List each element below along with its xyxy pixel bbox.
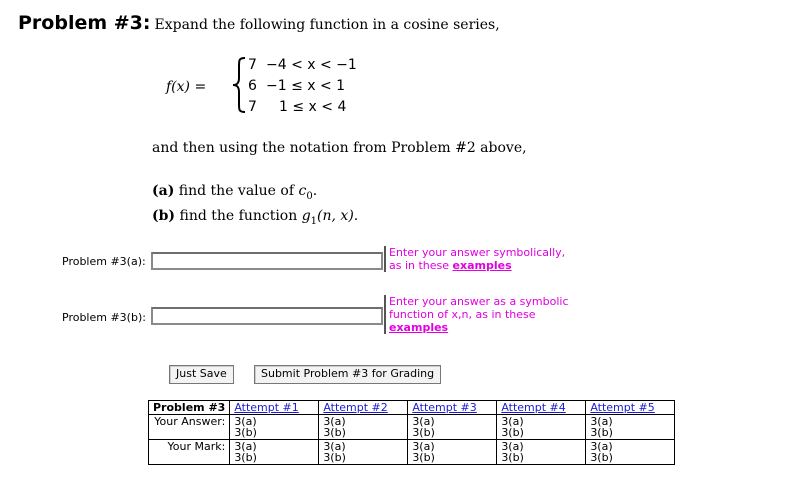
- just-save-button[interactable]: Just Save: [169, 365, 234, 384]
- attempts-header: Problem #3: [149, 401, 230, 415]
- your-answer-row: [149, 415, 675, 440]
- piecewise-row-1: 7 −4 < x < −1: [248, 57, 357, 73]
- answer-a-label: Problem #3(a):: [62, 255, 146, 268]
- attempt-4-link[interactable]: Attempt #4: [501, 401, 566, 414]
- mark-cell: 3(a) 3(b): [319, 440, 408, 465]
- function-name: f(x) =: [166, 79, 207, 95]
- answer-a-hint: Enter your answer symbolically, as in these examples: [384, 246, 565, 272]
- attempt-1-link[interactable]: Attempt #1: [234, 401, 299, 414]
- answer-b-hint: Enter your answer as a symbolic function of x,n, as in these examples: [384, 295, 569, 334]
- submit-grading-button[interactable]: Submit Problem #3 for Grading: [254, 365, 441, 384]
- your-answer-label: Your Answer:: [149, 415, 230, 440]
- your-mark-row: [149, 440, 675, 465]
- answer-a-input[interactable]: [151, 252, 383, 270]
- answer-cell: 3(a) 3(b): [408, 415, 497, 440]
- examples-link-a[interactable]: examples: [452, 259, 512, 272]
- mark-cell: 3(a) 3(b): [497, 440, 586, 465]
- answer-cell: 3(a) 3(b): [497, 415, 586, 440]
- problem-number: Problem #3:: [18, 12, 151, 34]
- piecewise-row-2: 6 −1 ≤ x < 1: [248, 78, 346, 94]
- attempts-table: [148, 400, 675, 465]
- part-a: (a) find the value of $c_0$.: [152, 183, 318, 202]
- attempts-header-row: [149, 401, 675, 415]
- mark-cell: 3(a) 3(b): [230, 440, 319, 465]
- your-mark-label: Your Mark:: [149, 440, 230, 465]
- attempt-3-header: [408, 401, 497, 415]
- answer-cell: 3(a) 3(b): [319, 415, 408, 440]
- attempt-2-header: [319, 401, 408, 415]
- mark-cell: 3(a) 3(b): [586, 440, 675, 465]
- left-brace-icon: [230, 56, 248, 114]
- problem-title: [18, 12, 500, 34]
- answer-cell: 3(a) 3(b): [586, 415, 675, 440]
- attempt-3-link[interactable]: Attempt #3: [412, 401, 477, 414]
- mark-cell: 3(a) 3(b): [408, 440, 497, 465]
- attempt-4-header: [497, 401, 586, 415]
- answer-cell: 3(a) 3(b): [230, 415, 319, 440]
- attempt-1-header: [230, 401, 319, 415]
- examples-link-b[interactable]: examples: [389, 321, 449, 334]
- piecewise-row-3: 7 1 ≤ x < 4: [248, 99, 347, 115]
- attempt-5-link[interactable]: Attempt #5: [590, 401, 655, 414]
- answer-b-label: Problem #3(b):: [62, 311, 146, 324]
- follow-up-text: and then using the notation from Problem #2 above,: [152, 140, 527, 156]
- attempt-5-header: [586, 401, 675, 415]
- problem-instruction: Expand the following function in a cosine series,: [154, 17, 500, 33]
- part-b: (b) find the function $g_1(n$, x).: [152, 208, 359, 227]
- answer-b-input[interactable]: [151, 307, 383, 325]
- attempt-2-link[interactable]: Attempt #2: [323, 401, 388, 414]
